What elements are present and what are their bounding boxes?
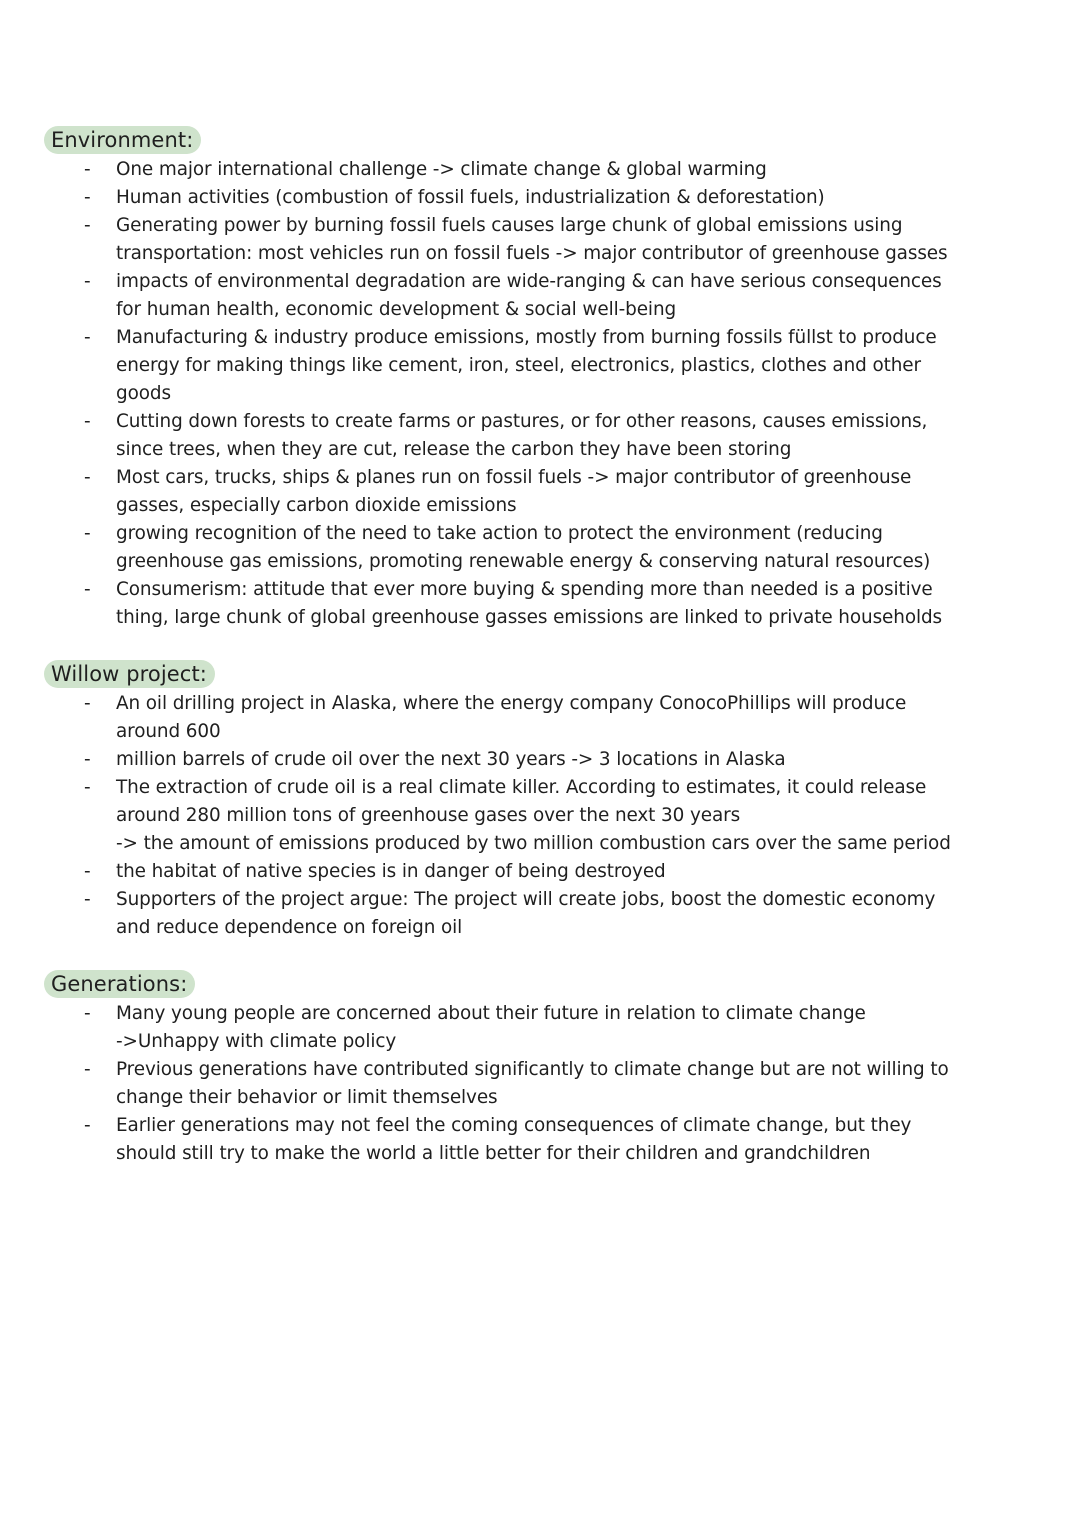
list-item (44, 408, 1044, 464)
bullet-list (44, 690, 1044, 942)
list-item-line: - The extraction of crude oil is a real climate killer. According to estimates, it could release (116, 777, 927, 798)
list-item-line: since trees, when they are cut, release the carbon they have been storing (116, 439, 792, 460)
list-item-line: for human health, economic development & social well-being (116, 299, 677, 320)
list-item-line: - Supporters of the project argue: The project will create jobs, boost the domestic economy (116, 889, 936, 910)
section-environment (44, 126, 1044, 632)
list-item-line: greenhouse gas emissions, promoting renewable energy & conserving natural resources) (116, 551, 931, 572)
list-item-line: change their behavior or limit themselves (116, 1087, 498, 1108)
section-heading: Environment: (44, 126, 201, 154)
list-item (44, 576, 1044, 632)
list-item (44, 1056, 1044, 1112)
list-item (44, 212, 1044, 268)
bullet-list (44, 156, 1044, 632)
list-item-line: gasses, especially carbon dioxide emissions (116, 495, 517, 516)
list-item-line: - Generating power by burning fossil fuels causes large chunk of global emissions using (116, 215, 903, 236)
list-item (44, 520, 1044, 576)
list-item (44, 886, 1044, 942)
list-item-line: - the habitat of native species is in danger of being destroyed (116, 861, 666, 882)
list-item-line: - Most cars, trucks, ships & planes run on fossil fuels -> major contributor of greenhouse (116, 467, 912, 488)
list-item-line: around 600 (116, 721, 221, 742)
list-item (44, 1112, 1044, 1168)
list-item (44, 774, 1044, 858)
list-item (44, 1000, 1044, 1056)
list-item-line: - An oil drilling project in Alaska, where the energy company ConocoPhillips will produce (116, 693, 907, 714)
list-item-line: - One major international challenge -> climate change & global warming (116, 159, 767, 180)
list-item-line: - Manufacturing & industry produce emissions, mostly from burning fossils füllst to produce (116, 327, 937, 348)
list-item-line: - Earlier generations may not feel the coming consequences of climate change, but they (116, 1115, 912, 1136)
list-item-line: around 280 million tons of greenhouse gases over the next 30 years (116, 805, 741, 826)
section-heading: Willow project: (44, 660, 215, 688)
list-item-line: - growing recognition of the need to take action to protect the environment (reducing (116, 523, 883, 544)
section-heading: Generations: (44, 970, 195, 998)
list-item-line: - Human activities (combustion of fossil fuels, industrialization & deforestation) (116, 187, 825, 208)
section-willow-project (44, 660, 1044, 942)
list-item (44, 690, 1044, 746)
bullet-list (44, 1000, 1044, 1168)
section-generations (44, 970, 1044, 1168)
list-item (44, 324, 1044, 408)
list-item-line: - impacts of environmental degradation are wide-ranging & can have serious consequences (116, 271, 942, 292)
list-item-line: ->Unhappy with climate policy (116, 1031, 397, 1052)
list-item (44, 184, 1044, 212)
list-item-line: goods (116, 383, 171, 404)
list-item-line: energy for making things like cement, iron, steel, electronics, plastics, clothes and other (116, 355, 921, 376)
list-item (44, 464, 1044, 520)
list-item-line: - million barrels of crude oil over the next 30 years -> 3 locations in Alaska (116, 749, 786, 770)
list-item-line: - Previous generations have contributed significantly to climate change but are not willing to (116, 1059, 949, 1080)
list-item-line: thing, large chunk of global greenhouse gasses emissions are linked to private households (116, 607, 943, 628)
list-item (44, 268, 1044, 324)
list-item-line: - Many young people are concerned about their future in relation to climate change (116, 1003, 866, 1024)
list-item-line: transportation: most vehicles run on fossil fuels -> major contributor of greenhouse gasses (116, 243, 948, 264)
list-item-line: - Cutting down forests to create farms or pastures, or for other reasons, causes emissions, (116, 411, 928, 432)
list-item (44, 156, 1044, 184)
list-item (44, 746, 1044, 774)
list-item-line: should still try to make the world a little better for their children and grandchildren (116, 1143, 871, 1164)
list-item-line: -> the amount of emissions produced by two million combustion cars over the same period (116, 833, 951, 854)
list-item (44, 858, 1044, 886)
list-item-line: - Consumerism: attitude that ever more buying & spending more than needed is a positive (116, 579, 933, 600)
list-item-line: and reduce dependence on foreign oil (116, 917, 463, 938)
